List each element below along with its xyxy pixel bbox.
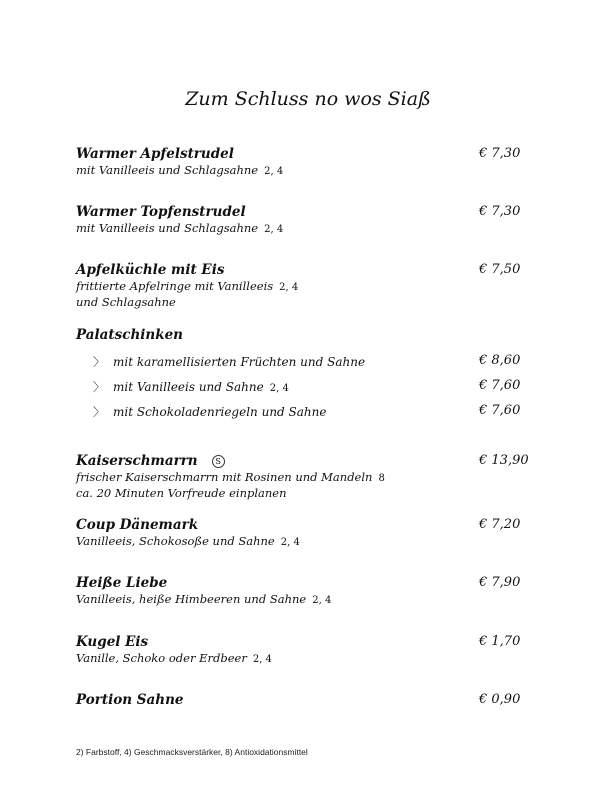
- item-name: Kugel Eis: [76, 634, 149, 650]
- item-price: € 7,30: [479, 146, 521, 161]
- item-price: € 0,90: [479, 692, 521, 707]
- item-name: Warmer Topfenstrudel: [76, 204, 246, 220]
- chevron-right-icon: 〉: [93, 380, 106, 394]
- item-price: € 7,90: [479, 575, 521, 590]
- item-description-line2: und Schlagsahne: [76, 295, 176, 309]
- item-name: Warmer Apfelstrudel: [76, 146, 234, 162]
- menu-item-palatschinken: [76, 327, 536, 344]
- item-price: € 7,60: [479, 403, 521, 418]
- item-price: € 13,90: [479, 453, 529, 468]
- palatschinken-option: 〉 mit Vanilleeis und Sahne 2, 4: [93, 380, 289, 394]
- allergen-codes: 2, 4: [279, 282, 299, 293]
- item-description: Vanille, Schoko oder Erdbeer 2, 4: [76, 651, 272, 665]
- palatschinken-option: 〉 mit karamellisierten Früchten und Sahne: [93, 355, 366, 369]
- item-name: Heiße Liebe: [76, 575, 168, 591]
- item-price: € 7,60: [479, 378, 521, 393]
- allergen-codes: 2, 4: [252, 654, 272, 665]
- item-price: € 1,70: [479, 634, 521, 649]
- item-name: Apfelküchle mit Eis: [76, 262, 225, 278]
- menu-item-portion-sahne: [76, 692, 536, 709]
- chevron-right-icon: 〉: [93, 405, 106, 419]
- allergen-codes: 2, 4: [269, 383, 289, 394]
- allergen-codes: 2, 4: [264, 166, 284, 177]
- item-name: Kaiserschmarrn S: [76, 453, 536, 470]
- item-description: Vanilleeis, heiße Himbeeren und Sahne 2, 4: [76, 592, 332, 606]
- menu-item-apfelstrudel: [76, 146, 536, 179]
- menu-item-coup-daenemark: [76, 517, 536, 550]
- allergen-footnote: 2) Farbstoff, 4) Geschmacksverstärker, 8) Antioxidationsmittel: [76, 747, 308, 757]
- item-name: Portion Sahne: [76, 692, 184, 708]
- item-name: Palatschinken: [76, 327, 183, 343]
- menu-item-heisse-liebe: [76, 575, 536, 608]
- item-description: frittierte Apfelringe mit Vanilleeis 2, 4: [76, 279, 299, 293]
- menu-item-kugel-eis: [76, 634, 536, 667]
- item-price: € 7,20: [479, 517, 521, 532]
- item-price: € 8,60: [479, 353, 521, 368]
- allergen-codes: 2, 4: [312, 595, 332, 606]
- item-description: mit Vanilleeis und Schlagsahne 2, 4: [76, 221, 284, 235]
- specialty-badge-icon: S: [212, 455, 225, 468]
- menu-item-kaiserschmarrn: [76, 453, 536, 501]
- menu-item-apfelkuechle: [76, 262, 536, 310]
- allergen-codes: 8: [378, 473, 385, 484]
- item-price: € 7,30: [479, 204, 521, 219]
- item-description-line2: ca. 20 Minuten Vorfreude einplanen: [76, 486, 287, 500]
- item-description: frischer Kaiserschmarrn mit Rosinen und Mandeln 8: [76, 470, 385, 484]
- menu-item-topfenstrudel: [76, 204, 536, 237]
- item-description: mit Vanilleeis und Schlagsahne 2, 4: [76, 163, 284, 177]
- page-title: Zum Schluss no wos Siaß: [185, 88, 431, 110]
- allergen-codes: 2, 4: [264, 224, 284, 235]
- item-price: € 7,50: [479, 262, 521, 277]
- chevron-right-icon: 〉: [93, 355, 106, 369]
- palatschinken-option: 〉 mit Schokoladenriegeln und Sahne: [93, 405, 327, 419]
- item-description: Vanilleeis, Schokosoße und Sahne 2, 4: [76, 534, 300, 548]
- allergen-codes: 2, 4: [280, 537, 300, 548]
- item-name: Coup Dänemark: [76, 517, 199, 533]
